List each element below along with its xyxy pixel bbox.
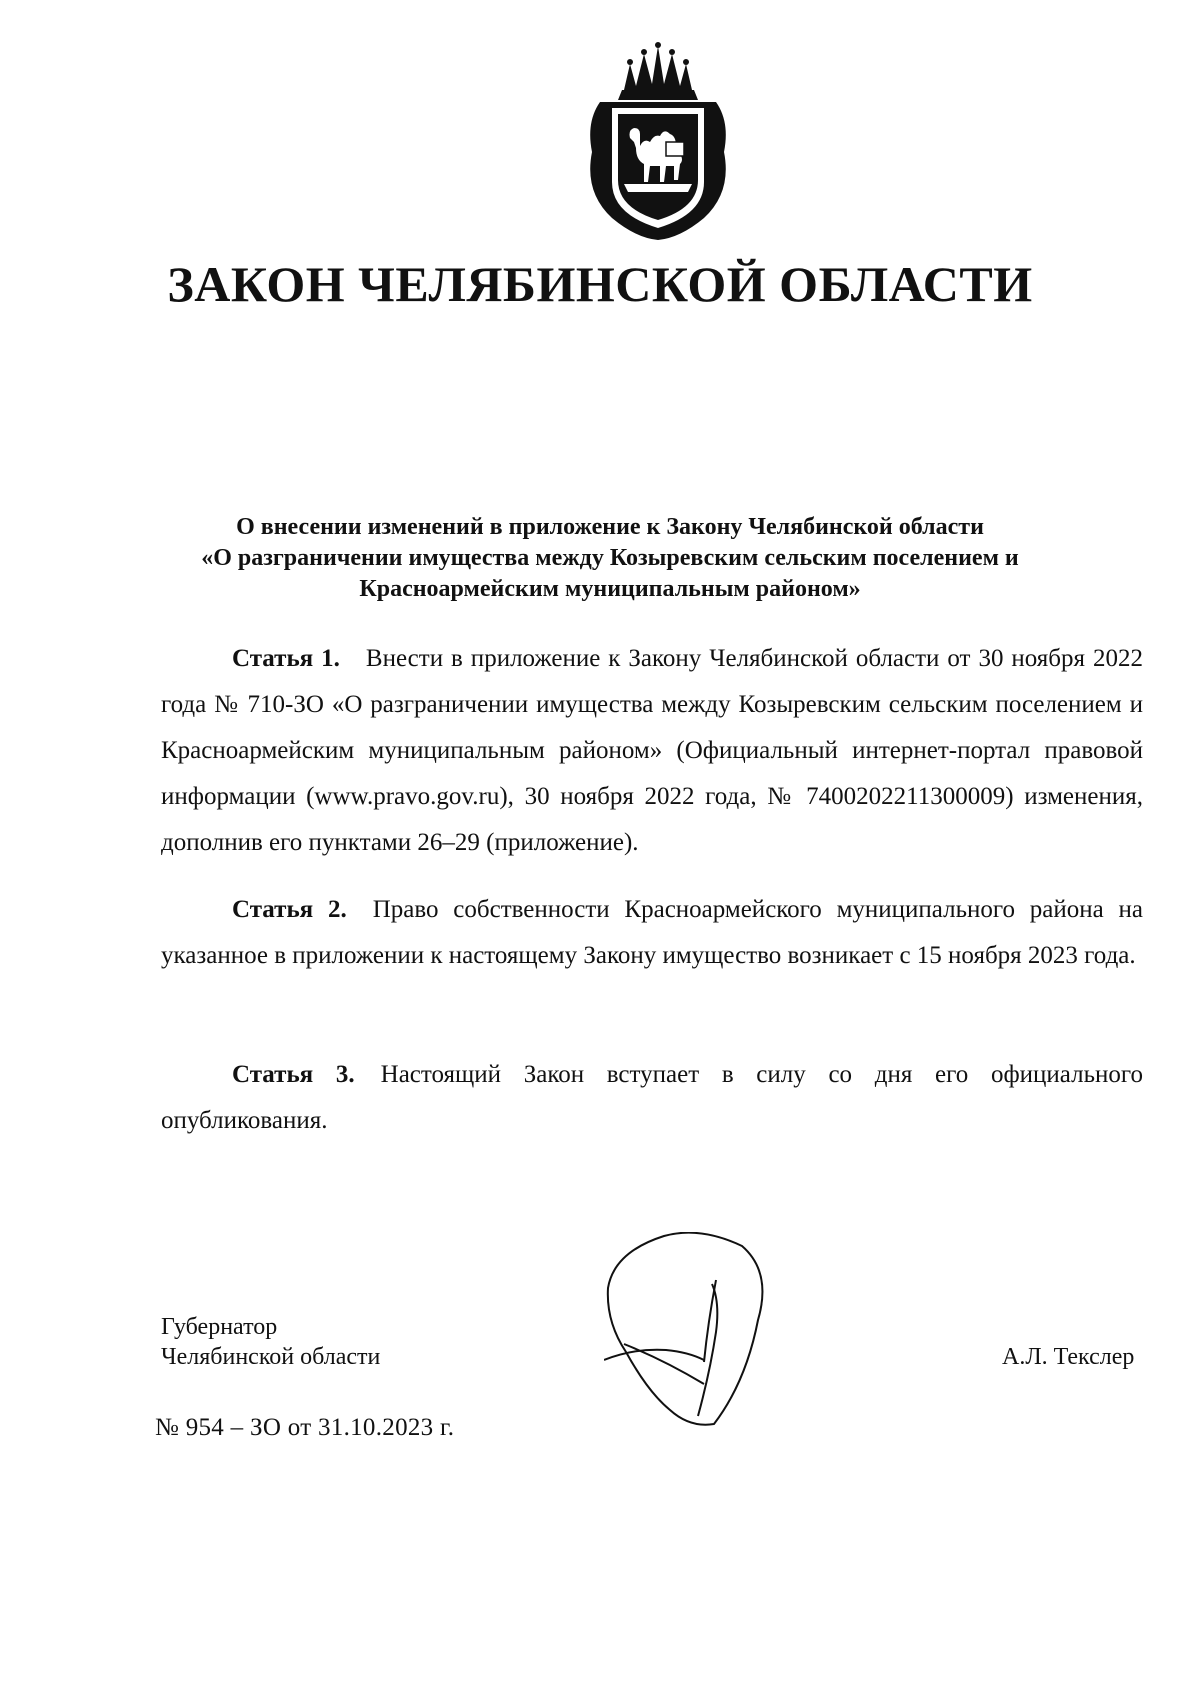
article-label: Статья 2. <box>232 896 347 923</box>
law-number-and-date: № 954 – ЗО от 31.10.2023 г. <box>155 1414 455 1441</box>
article-1 <box>161 636 1143 866</box>
article-label: Статья 3. <box>232 1061 355 1088</box>
position-line: Челябинской области <box>161 1344 381 1370</box>
subject-line: О внесении изменений в приложение к Закону Челябинской области <box>236 514 984 540</box>
subject-line: Красноармейским муниципальным районом» <box>359 576 861 602</box>
position-line: Губернатор <box>161 1314 278 1340</box>
article-2 <box>161 887 1143 979</box>
article-text: Настоящий Закон вступает в силу со дня его официального опубликования. <box>161 1061 1143 1134</box>
article-label: Статья 1. <box>232 645 340 672</box>
law-title: ЗАКОН ЧЕЛЯБИНСКОЙ ОБЛАСТИ <box>167 256 1033 312</box>
article-text: Право собственности Красноармейского муниципального района на указанное в приложении к настоящему Закону имущество возникает с 15 ноября 2023 года. <box>161 896 1143 969</box>
handwritten-signature-icon <box>604 1232 784 1432</box>
subject-line: «О разграничении имущества между Козыревским сельским поселением и <box>201 545 1019 571</box>
article-text: Внести в приложение к Закону Челябинской области от 30 ноября 2022 года № 710-ЗО «О разграничении имущества между Козыревским сельским поселением и Красноармейским муниципальным районом» (Официальный интернет-портал правовой информации (www.pravo.gov.ru), 30 ноября 2022 года, № 7400202211300009) изменения, дополнив его пунктами 26–29 (приложение). <box>161 645 1143 856</box>
law-subject <box>150 512 1070 605</box>
article-3 <box>161 1052 1143 1144</box>
governor-position <box>161 1312 380 1372</box>
coat-of-arms-icon <box>578 42 738 242</box>
governor-name: А.Л. Текслер <box>1002 1344 1135 1370</box>
